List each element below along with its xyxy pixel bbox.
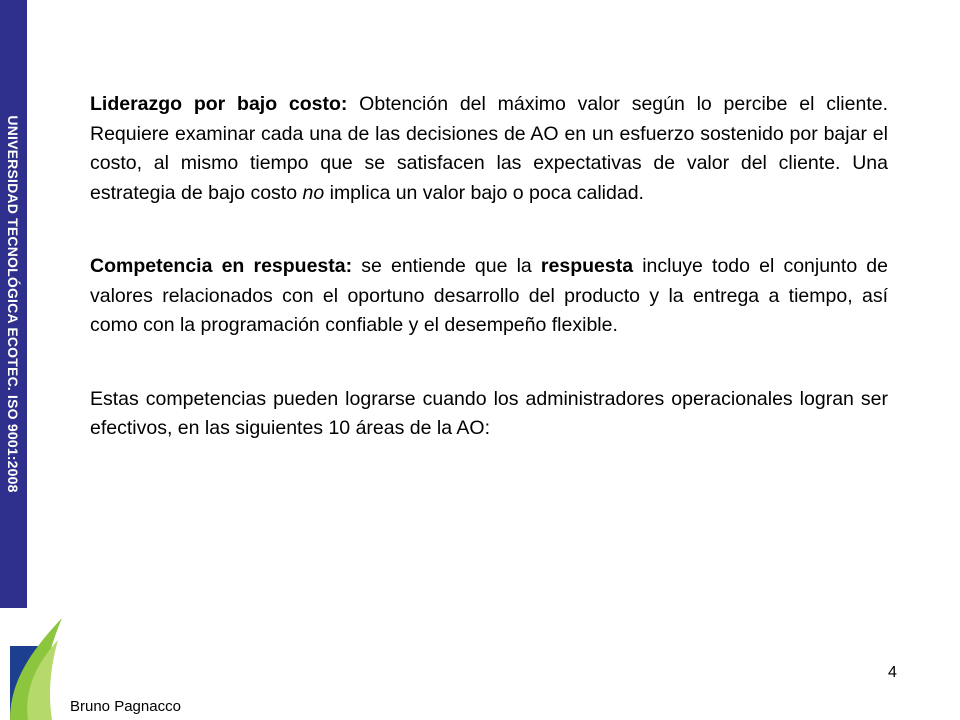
- paragraph-response-competition: [90, 252, 888, 341]
- slide-content: [90, 90, 888, 444]
- page-number: 4: [888, 664, 897, 681]
- p1-text-b: implica un valor bajo o poca calidad.: [324, 181, 644, 204]
- p1-italic-no: no: [302, 181, 325, 204]
- paragraph-low-cost-leadership: [90, 90, 888, 208]
- p2-bold-respuesta: respuesta: [540, 255, 634, 277]
- author-name: Bruno Pagnacco: [70, 698, 181, 715]
- term-response-competition: Competencia en respuesta:: [90, 255, 353, 277]
- term-low-cost-leadership: Liderazgo por bajo costo:: [90, 93, 348, 115]
- university-logo-icon: [0, 612, 72, 720]
- paragraph-competencies-summary: Estas competencias pueden lograrse cuando los administradores operacionales logran ser efectivos, en las siguientes 10 áreas de la AO:: [90, 387, 888, 439]
- p2-text-a: se entiende que la: [352, 255, 541, 277]
- sidebar-university-label: UNIVERSIDAD TECNOLÓGICA ECOTEC. ISO 9001:2008: [5, 115, 21, 493]
- vertical-sidebar-banner: [0, 0, 27, 608]
- p1-text-a: Obtención del máximo valor según lo percibe el cliente. Requiere examinar cada una de las decisiones de AO en un esfuerzo sostenido por bajar el costo, al mismo tiempo que se satisfacen las expectativas de valor del cliente. Una estrategia de bajo costo: [90, 93, 888, 204]
- p2-text-b: incluye todo el conjunto de valores relacionados con el oportuno desarrollo del producto y la entrega a tiempo, así como con la programación confiable y el desempeño flexible.: [90, 255, 888, 336]
